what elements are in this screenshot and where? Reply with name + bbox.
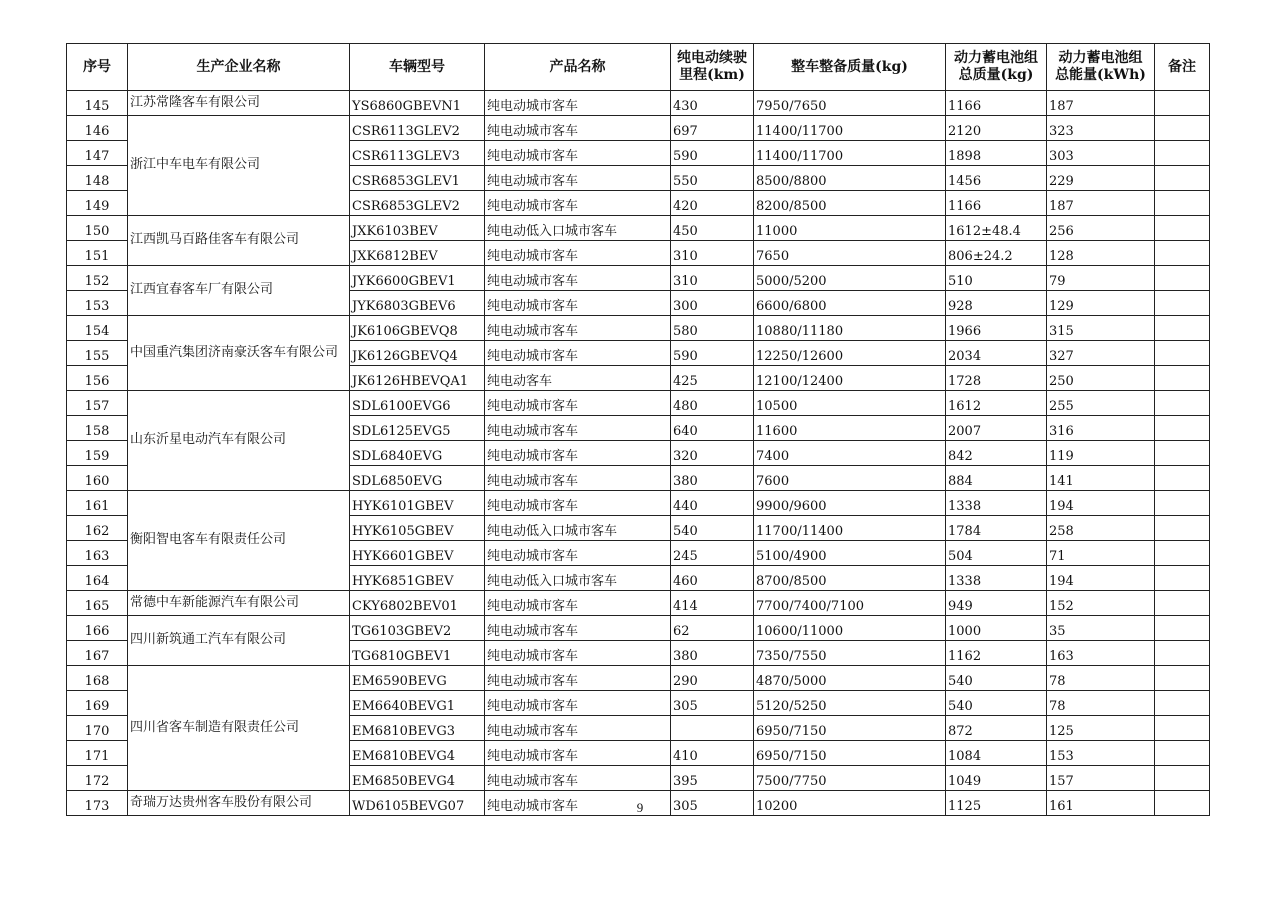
- range-cell: 540: [671, 516, 754, 541]
- product-cell: 纯电动低入口城市客车: [485, 216, 671, 241]
- seq-cell: 156: [67, 366, 128, 391]
- product-cell: 纯电动城市客车: [485, 591, 671, 616]
- battery-energy-cell: 78: [1047, 691, 1155, 716]
- battery-mass-cell: 1000: [946, 616, 1047, 641]
- product-cell: 纯电动城市客车: [485, 766, 671, 791]
- model-cell: EM6810BEVG4: [350, 741, 485, 766]
- note-cell: [1155, 166, 1210, 191]
- note-cell: [1155, 191, 1210, 216]
- range-cell: 550: [671, 166, 754, 191]
- range-cell: 480: [671, 391, 754, 416]
- note-cell: [1155, 241, 1210, 266]
- seq-cell: 154: [67, 316, 128, 341]
- model-cell: TG6810GBEV1: [350, 641, 485, 666]
- seq-cell: 147: [67, 141, 128, 166]
- seq-cell: 168: [67, 666, 128, 691]
- model-cell: CSR6113GLEV3: [350, 141, 485, 166]
- model-cell: HYK6101GBEV: [350, 491, 485, 516]
- range-cell: 580: [671, 316, 754, 341]
- battery-energy-cell: 79: [1047, 266, 1155, 291]
- note-cell: [1155, 266, 1210, 291]
- product-cell: 纯电动城市客车: [485, 691, 671, 716]
- model-cell: EM6810BEVG3: [350, 716, 485, 741]
- battery-mass-cell: 1166: [946, 91, 1047, 116]
- enterprise-cell: 中国重汽集团济南豪沃客车有限公司: [128, 316, 350, 391]
- curb-mass-cell: 6950/7150: [754, 716, 946, 741]
- seq-cell: 167: [67, 641, 128, 666]
- battery-mass-cell: 1084: [946, 741, 1047, 766]
- enterprise-cell: 江西凯马百路佳客车有限公司: [128, 216, 350, 266]
- enterprise-cell: 奇瑞万达贵州客车股份有限公司: [128, 791, 350, 816]
- battery-energy-cell: 129: [1047, 291, 1155, 316]
- product-cell: 纯电动城市客车: [485, 141, 671, 166]
- header-range: 纯电动续驶 里程(km): [671, 44, 754, 91]
- range-cell: 290: [671, 666, 754, 691]
- model-cell: JYK6600GBEV1: [350, 266, 485, 291]
- model-cell: CKY6802BEV01: [350, 591, 485, 616]
- table-row: [67, 666, 1210, 691]
- seq-cell: 165: [67, 591, 128, 616]
- curb-mass-cell: 4870/5000: [754, 666, 946, 691]
- header-curb-mass: 整车整备质量(kg): [754, 44, 946, 91]
- model-cell: HYK6851GBEV: [350, 566, 485, 591]
- seq-cell: 170: [67, 716, 128, 741]
- range-cell: 320: [671, 441, 754, 466]
- model-cell: JXK6812BEV: [350, 241, 485, 266]
- seq-cell: 166: [67, 616, 128, 641]
- seq-cell: 160: [67, 466, 128, 491]
- seq-cell: 153: [67, 291, 128, 316]
- seq-cell: 172: [67, 766, 128, 791]
- header-product: 产品名称: [485, 44, 671, 91]
- table-row: [67, 216, 1210, 241]
- product-cell: 纯电动低入口城市客车: [485, 516, 671, 541]
- curb-mass-cell: 11000: [754, 216, 946, 241]
- range-cell: 62: [671, 616, 754, 641]
- note-cell: [1155, 516, 1210, 541]
- battery-mass-cell: 1338: [946, 566, 1047, 591]
- seq-cell: 159: [67, 441, 128, 466]
- product-cell: 纯电动客车: [485, 366, 671, 391]
- curb-mass-cell: 7350/7550: [754, 641, 946, 666]
- curb-mass-cell: 11700/11400: [754, 516, 946, 541]
- battery-energy-cell: 35: [1047, 616, 1155, 641]
- battery-mass-cell: 884: [946, 466, 1047, 491]
- curb-mass-cell: 7700/7400/7100: [754, 591, 946, 616]
- product-cell: 纯电动城市客车: [485, 466, 671, 491]
- model-cell: SDL6125EVG5: [350, 416, 485, 441]
- product-cell: 纯电动城市客车: [485, 116, 671, 141]
- vehicle-catalog-table: [66, 43, 1210, 816]
- seq-cell: 169: [67, 691, 128, 716]
- product-cell: 纯电动城市客车: [485, 191, 671, 216]
- model-cell: JK6126HBEVQA1: [350, 366, 485, 391]
- seq-cell: 163: [67, 541, 128, 566]
- header-row: [67, 44, 1210, 91]
- battery-energy-cell: 258: [1047, 516, 1155, 541]
- header-model: 车辆型号: [350, 44, 485, 91]
- product-cell: 纯电动城市客车: [485, 316, 671, 341]
- curb-mass-cell: 7500/7750: [754, 766, 946, 791]
- model-cell: SDL6850EVG: [350, 466, 485, 491]
- battery-mass-cell: 1338: [946, 491, 1047, 516]
- battery-energy-cell: 194: [1047, 491, 1155, 516]
- note-cell: [1155, 116, 1210, 141]
- note-cell: [1155, 341, 1210, 366]
- model-cell: JYK6803GBEV6: [350, 291, 485, 316]
- enterprise-cell: 江苏常隆客车有限公司: [128, 91, 350, 116]
- range-cell: 305: [671, 691, 754, 716]
- range-cell: [671, 716, 754, 741]
- battery-mass-cell: 1162: [946, 641, 1047, 666]
- note-cell: [1155, 766, 1210, 791]
- range-cell: 245: [671, 541, 754, 566]
- product-cell: 纯电动城市客车: [485, 291, 671, 316]
- note-cell: [1155, 591, 1210, 616]
- curb-mass-cell: 11400/11700: [754, 141, 946, 166]
- battery-energy-cell: 229: [1047, 166, 1155, 191]
- curb-mass-cell: 5000/5200: [754, 266, 946, 291]
- model-cell: HYK6601GBEV: [350, 541, 485, 566]
- curb-mass-cell: 12250/12600: [754, 341, 946, 366]
- curb-mass-cell: 8500/8800: [754, 166, 946, 191]
- battery-energy-cell: 250: [1047, 366, 1155, 391]
- range-cell: 430: [671, 91, 754, 116]
- battery-mass-cell: 1125: [946, 791, 1047, 816]
- curb-mass-cell: 8200/8500: [754, 191, 946, 216]
- range-cell: 450: [671, 216, 754, 241]
- curb-mass-cell: 10200: [754, 791, 946, 816]
- range-cell: 410: [671, 741, 754, 766]
- table-row: [67, 116, 1210, 141]
- table-row: [67, 616, 1210, 641]
- battery-energy-cell: 194: [1047, 566, 1155, 591]
- range-cell: 380: [671, 466, 754, 491]
- product-cell: 纯电动城市客车: [485, 91, 671, 116]
- note-cell: [1155, 366, 1210, 391]
- range-cell: 697: [671, 116, 754, 141]
- note-cell: [1155, 491, 1210, 516]
- battery-mass-cell: 510: [946, 266, 1047, 291]
- model-cell: EM6590BEVG: [350, 666, 485, 691]
- battery-mass-cell: 540: [946, 666, 1047, 691]
- seq-cell: 162: [67, 516, 128, 541]
- table-row: [67, 391, 1210, 416]
- note-cell: [1155, 216, 1210, 241]
- range-cell: 310: [671, 241, 754, 266]
- battery-energy-cell: 153: [1047, 741, 1155, 766]
- seq-cell: 173: [67, 791, 128, 816]
- curb-mass-cell: 10880/11180: [754, 316, 946, 341]
- product-cell: 纯电动城市客车: [485, 341, 671, 366]
- model-cell: EM6640BEVG1: [350, 691, 485, 716]
- note-cell: [1155, 691, 1210, 716]
- note-cell: [1155, 391, 1210, 416]
- range-cell: 380: [671, 641, 754, 666]
- curb-mass-cell: 8700/8500: [754, 566, 946, 591]
- note-cell: [1155, 741, 1210, 766]
- battery-energy-cell: 119: [1047, 441, 1155, 466]
- model-cell: SDL6100EVG6: [350, 391, 485, 416]
- battery-mass-cell: 806±24.2: [946, 241, 1047, 266]
- range-cell: 440: [671, 491, 754, 516]
- table-row: [67, 491, 1210, 516]
- model-cell: CSR6853GLEV1: [350, 166, 485, 191]
- battery-mass-cell: 1166: [946, 191, 1047, 216]
- curb-mass-cell: 5100/4900: [754, 541, 946, 566]
- battery-energy-cell: 187: [1047, 91, 1155, 116]
- model-cell: HYK6105GBEV: [350, 516, 485, 541]
- model-cell: JK6106GBEVQ8: [350, 316, 485, 341]
- range-cell: 310: [671, 266, 754, 291]
- range-cell: 420: [671, 191, 754, 216]
- product-cell: 纯电动城市客车: [485, 266, 671, 291]
- table-body: [67, 91, 1210, 816]
- table-row: [67, 266, 1210, 291]
- battery-mass-cell: 872: [946, 716, 1047, 741]
- battery-mass-cell: 842: [946, 441, 1047, 466]
- product-cell: 纯电动城市客车: [485, 616, 671, 641]
- product-cell: 纯电动城市客车: [485, 441, 671, 466]
- range-cell: 300: [671, 291, 754, 316]
- battery-mass-cell: 1728: [946, 366, 1047, 391]
- product-cell: 纯电动城市客车: [485, 491, 671, 516]
- product-cell: 纯电动城市客车: [485, 541, 671, 566]
- battery-mass-cell: 2120: [946, 116, 1047, 141]
- header-enterprise: 生产企业名称: [128, 44, 350, 91]
- curb-mass-cell: 7400: [754, 441, 946, 466]
- product-cell: 纯电动城市客车: [485, 416, 671, 441]
- curb-mass-cell: 5120/5250: [754, 691, 946, 716]
- curb-mass-cell: 11400/11700: [754, 116, 946, 141]
- product-cell: 纯电动城市客车: [485, 166, 671, 191]
- note-cell: [1155, 616, 1210, 641]
- header-battery-mass: 动力蓄电池组 总质量(kg): [946, 44, 1047, 91]
- seq-cell: 155: [67, 341, 128, 366]
- enterprise-cell: 常德中车新能源汽车有限公司: [128, 591, 350, 616]
- battery-energy-cell: 316: [1047, 416, 1155, 441]
- seq-cell: 148: [67, 166, 128, 191]
- battery-energy-cell: 161: [1047, 791, 1155, 816]
- battery-energy-cell: 303: [1047, 141, 1155, 166]
- note-cell: [1155, 441, 1210, 466]
- product-cell: 纯电动城市客车: [485, 716, 671, 741]
- note-cell: [1155, 666, 1210, 691]
- seq-cell: 145: [67, 91, 128, 116]
- table-row: [67, 91, 1210, 116]
- range-cell: 590: [671, 141, 754, 166]
- header-battery-energy: 动力蓄电池组 总能量(kWh): [1047, 44, 1155, 91]
- curb-mass-cell: 7600: [754, 466, 946, 491]
- table-row: [67, 316, 1210, 341]
- note-cell: [1155, 716, 1210, 741]
- curb-mass-cell: 7650: [754, 241, 946, 266]
- note-cell: [1155, 641, 1210, 666]
- range-cell: 460: [671, 566, 754, 591]
- battery-mass-cell: 2034: [946, 341, 1047, 366]
- battery-mass-cell: 1612: [946, 391, 1047, 416]
- battery-mass-cell: 1898: [946, 141, 1047, 166]
- curb-mass-cell: 10500: [754, 391, 946, 416]
- model-cell: YS6860GBEVN1: [350, 91, 485, 116]
- seq-cell: 158: [67, 416, 128, 441]
- note-cell: [1155, 466, 1210, 491]
- range-cell: 640: [671, 416, 754, 441]
- battery-energy-cell: 157: [1047, 766, 1155, 791]
- battery-energy-cell: 327: [1047, 341, 1155, 366]
- curb-mass-cell: 6950/7150: [754, 741, 946, 766]
- model-cell: CSR6113GLEV2: [350, 116, 485, 141]
- battery-energy-cell: 315: [1047, 316, 1155, 341]
- curb-mass-cell: 7950/7650: [754, 91, 946, 116]
- enterprise-cell: 四川省客车制造有限责任公司: [128, 666, 350, 791]
- curb-mass-cell: 12100/12400: [754, 366, 946, 391]
- note-cell: [1155, 566, 1210, 591]
- note-cell: [1155, 291, 1210, 316]
- battery-mass-cell: 928: [946, 291, 1047, 316]
- note-cell: [1155, 91, 1210, 116]
- curb-mass-cell: 6600/6800: [754, 291, 946, 316]
- seq-cell: 150: [67, 216, 128, 241]
- seq-cell: 149: [67, 191, 128, 216]
- note-cell: [1155, 416, 1210, 441]
- product-cell: 纯电动低入口城市客车: [485, 566, 671, 591]
- battery-energy-cell: 71: [1047, 541, 1155, 566]
- battery-energy-cell: 255: [1047, 391, 1155, 416]
- product-cell: 纯电动城市客车: [485, 641, 671, 666]
- battery-mass-cell: 540: [946, 691, 1047, 716]
- range-cell: 425: [671, 366, 754, 391]
- seq-cell: 157: [67, 391, 128, 416]
- battery-energy-cell: 128: [1047, 241, 1155, 266]
- enterprise-cell: 四川新筑通工汽车有限公司: [128, 616, 350, 666]
- product-cell: 纯电动城市客车: [485, 791, 671, 816]
- page-number: 9: [636, 800, 644, 815]
- model-cell: JK6126GBEVQ4: [350, 341, 485, 366]
- curb-mass-cell: 11600: [754, 416, 946, 441]
- table-row: [67, 591, 1210, 616]
- seq-cell: 152: [67, 266, 128, 291]
- model-cell: CSR6853GLEV2: [350, 191, 485, 216]
- product-cell: 纯电动城市客车: [485, 666, 671, 691]
- curb-mass-cell: 10600/11000: [754, 616, 946, 641]
- product-cell: 纯电动城市客车: [485, 241, 671, 266]
- model-cell: TG6103GBEV2: [350, 616, 485, 641]
- battery-mass-cell: 504: [946, 541, 1047, 566]
- model-cell: JXK6103BEV: [350, 216, 485, 241]
- model-cell: WD6105BEVG07: [350, 791, 485, 816]
- note-cell: [1155, 541, 1210, 566]
- range-cell: 305: [671, 791, 754, 816]
- enterprise-cell: 江西宜春客车厂有限公司: [128, 266, 350, 316]
- battery-mass-cell: 1049: [946, 766, 1047, 791]
- battery-mass-cell: 1784: [946, 516, 1047, 541]
- seq-cell: 161: [67, 491, 128, 516]
- seq-cell: 171: [67, 741, 128, 766]
- enterprise-cell: 衡阳智电客车有限责任公司: [128, 491, 350, 591]
- seq-cell: 146: [67, 116, 128, 141]
- battery-energy-cell: 141: [1047, 466, 1155, 491]
- product-cell: 纯电动城市客车: [485, 741, 671, 766]
- header-seq: 序号: [67, 44, 128, 91]
- battery-mass-cell: 949: [946, 591, 1047, 616]
- battery-energy-cell: 323: [1047, 116, 1155, 141]
- battery-mass-cell: 2007: [946, 416, 1047, 441]
- battery-energy-cell: 163: [1047, 641, 1155, 666]
- enterprise-cell: 山东沂星电动汽车有限公司: [128, 391, 350, 491]
- range-cell: 590: [671, 341, 754, 366]
- battery-mass-cell: 1612±48.4: [946, 216, 1047, 241]
- model-cell: EM6850BEVG4: [350, 766, 485, 791]
- model-cell: SDL6840EVG: [350, 441, 485, 466]
- battery-energy-cell: 152: [1047, 591, 1155, 616]
- range-cell: 395: [671, 766, 754, 791]
- header-note: 备注: [1155, 44, 1210, 91]
- product-cell: 纯电动城市客车: [485, 391, 671, 416]
- range-cell: 414: [671, 591, 754, 616]
- note-cell: [1155, 316, 1210, 341]
- curb-mass-cell: 9900/9600: [754, 491, 946, 516]
- note-cell: [1155, 141, 1210, 166]
- seq-cell: 151: [67, 241, 128, 266]
- battery-mass-cell: 1966: [946, 316, 1047, 341]
- battery-mass-cell: 1456: [946, 166, 1047, 191]
- battery-energy-cell: 256: [1047, 216, 1155, 241]
- battery-energy-cell: 125: [1047, 716, 1155, 741]
- seq-cell: 164: [67, 566, 128, 591]
- enterprise-cell: 浙江中车电车有限公司: [128, 116, 350, 216]
- battery-energy-cell: 187: [1047, 191, 1155, 216]
- battery-energy-cell: 78: [1047, 666, 1155, 691]
